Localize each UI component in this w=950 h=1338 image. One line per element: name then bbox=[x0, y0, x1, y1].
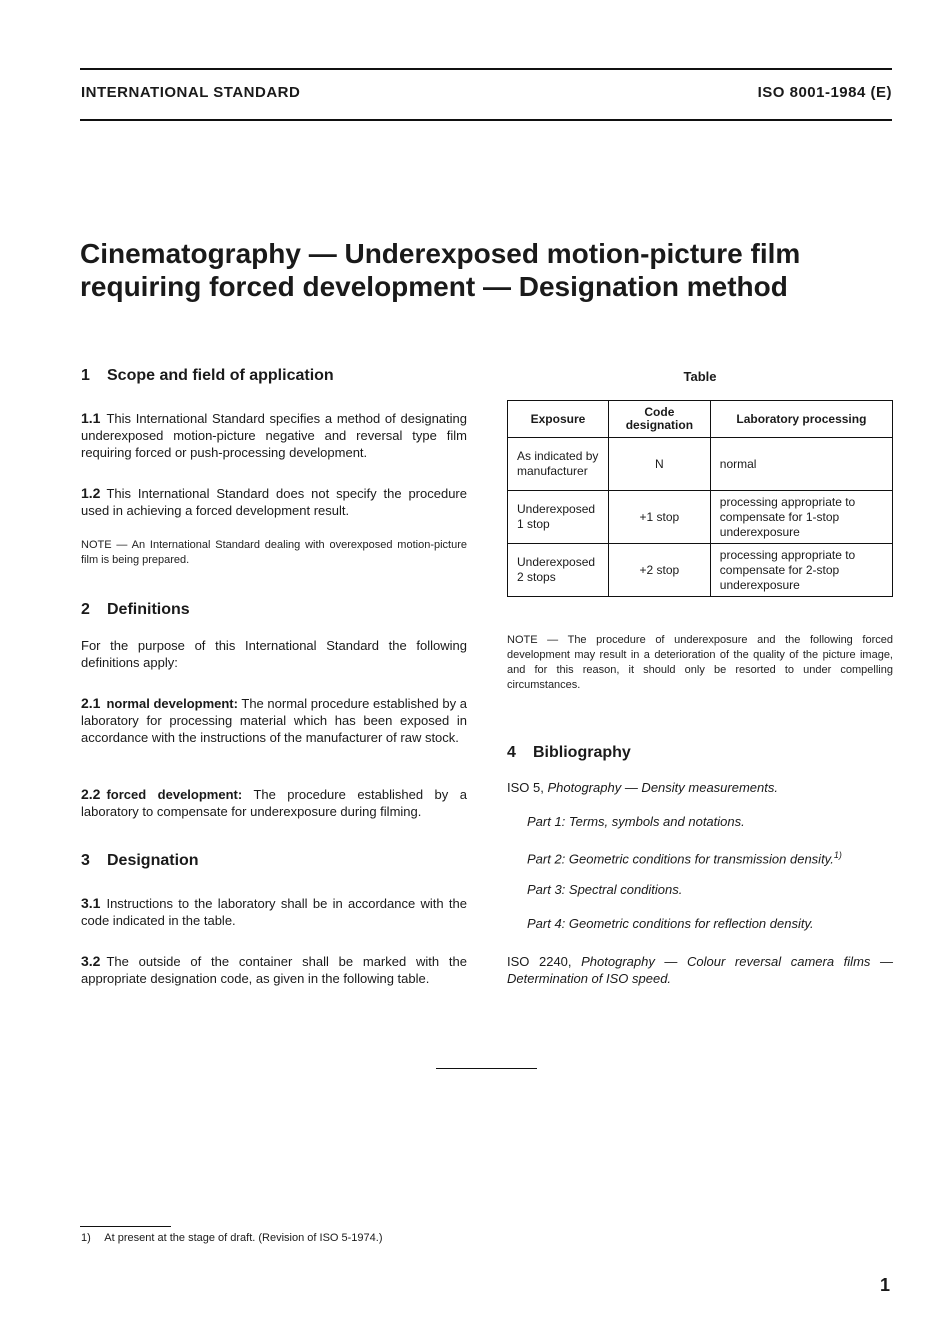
bib-iso2240: ISO 2240, Photography — Colour reversal camera films — Determination of ISO speed. bbox=[507, 954, 893, 986]
table-header-cell: Code designation bbox=[608, 401, 710, 438]
designation-table-wrapper bbox=[507, 400, 893, 597]
section-1-heading: 1 Scope and field of application bbox=[81, 367, 334, 384]
table-header-cell: Exposure bbox=[508, 401, 609, 438]
header-standard-number: ISO 8001-1984 (E) bbox=[757, 84, 892, 101]
definition-2-2: 2.2 forced development: The procedure established by a laboratory to compensate for underexposure during filming. bbox=[81, 786, 467, 819]
page-number: 1 bbox=[879, 1275, 890, 1295]
table-header-row bbox=[508, 401, 893, 438]
title-line-1: Cinematography — Underexposed motion-picture film bbox=[80, 238, 801, 269]
table-header-cell: Laboratory processing bbox=[710, 401, 892, 438]
table-cell: N bbox=[608, 438, 710, 491]
table-cell: As indicated by manufacturer bbox=[508, 438, 609, 491]
definition-2-1: 2.1 normal development: The normal procedure established by a laboratory for processing material which has been exposed in accordance with the instructions of the manufacturer of raw stock. bbox=[81, 695, 467, 745]
bib-iso5-part2: Part 2: Geometric conditions for transmission density.$^{1)}$ bbox=[527, 850, 842, 867]
title-line-2: requiring forced development — Designation method bbox=[80, 271, 788, 302]
end-of-text-rule bbox=[436, 1068, 537, 1069]
table-cell: +1 stop bbox=[608, 491, 710, 544]
section-3-heading: 3 Designation bbox=[81, 852, 199, 869]
header-top-rule bbox=[80, 68, 892, 70]
definitions-intro: For the purpose of this International Standard the following definitions apply: bbox=[81, 638, 467, 670]
footnote-rule bbox=[80, 1226, 171, 1227]
bib-iso5: ISO 5, Photography — Density measurements. bbox=[507, 780, 778, 795]
table-row bbox=[508, 544, 893, 597]
table-cell: Underexposed 1 stop bbox=[508, 491, 609, 544]
document-title bbox=[80, 237, 880, 303]
clause-1-1: 1.1 This International Standard specifies a method of designating underexposed motion-picture negative and reversal type film requiring forced or push-processing development. bbox=[81, 410, 467, 460]
table-cell: Underexposed 2 stops bbox=[508, 544, 609, 597]
table-note: NOTE — The procedure of underexposure and the following forced development may result in a deterioration of the quality of the picture image, and for this reason, it should only be resorted to under compelling circumstances. bbox=[507, 634, 893, 691]
table-cell: processing appropriate to compensate for 1-stop underexposure bbox=[710, 491, 892, 544]
section-4-heading: 4 Bibliography bbox=[507, 744, 631, 761]
header-standard-label: INTERNATIONAL STANDARD bbox=[81, 84, 301, 101]
table-row bbox=[508, 438, 893, 491]
bib-iso5-part4: Part 4: Geometric conditions for reflection density. bbox=[527, 916, 814, 931]
header-bottom-rule bbox=[80, 119, 892, 121]
table-cell: +2 stop bbox=[608, 544, 710, 597]
table-cell: normal bbox=[710, 438, 892, 491]
table-caption: Table bbox=[683, 369, 717, 384]
clause-1-2: 1.2 This International Standard does not specify the procedure used in achieving a forced development result. bbox=[81, 485, 467, 518]
bib-iso5-part1: Part 1: Terms, symbols and notations. bbox=[527, 814, 745, 829]
footnote-reference: 1) bbox=[833, 850, 842, 860]
section-2-heading: 2 Definitions bbox=[81, 601, 190, 618]
clause-3-1: 3.1 Instructions to the laboratory shall be in accordance with the code indicated in the table. bbox=[81, 895, 467, 928]
table-cell: processing appropriate to compensate for 2-stop underexposure bbox=[710, 544, 892, 597]
section-1-note: NOTE — An International Standard dealing with overexposed motion-picture film is being prepared. bbox=[81, 539, 467, 566]
footnote: 1) At present at the stage of draft. (Revision of ISO 5-1974.) bbox=[81, 1232, 383, 1244]
clause-3-2: 3.2 The outside of the container shall be marked with the appropriate designation code, as given in the following table. bbox=[81, 953, 467, 986]
table-row bbox=[508, 491, 893, 544]
bib-iso5-part3: Part 3: Spectral conditions. bbox=[527, 882, 683, 897]
designation-table bbox=[507, 400, 893, 597]
